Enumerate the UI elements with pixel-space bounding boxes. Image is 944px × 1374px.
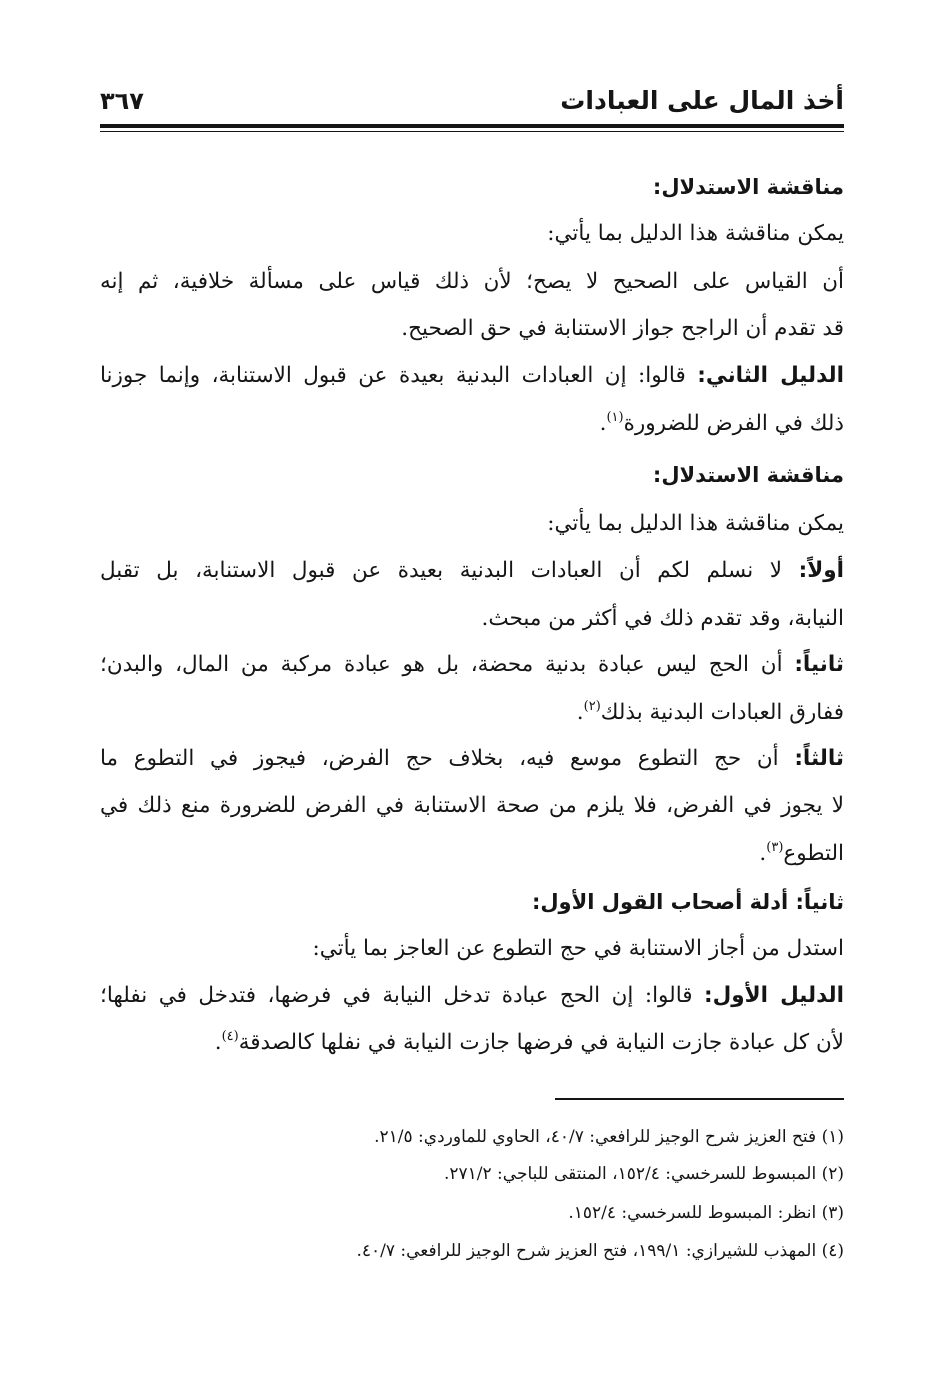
- text-run: أن حج التطوع موسع فيه، بخلاف حج الفرض، فيجوز في التطوع ما: [100, 746, 795, 771]
- text-line: قد تقدم أن الراجح جواز الاستنابة في حق الصحيح.: [401, 316, 844, 341]
- header-rule-thin: [100, 131, 844, 132]
- text-run: ذلك في الفرض للضرورة: [623, 411, 844, 436]
- text-run: قالوا: إن الحج عبادة تدخل النيابة في فرضها، فتدخل في نفلها؛: [100, 983, 704, 1008]
- footnote: (٣) انظر: المبسوط للسرخسي: ١٥٢/٤.: [568, 1203, 844, 1223]
- footnote: (٤) المهذب للشيرازي: ١٩٩/١، فتح العزيز شرح الوجيز للرافعي: ٤٠/٧.: [356, 1241, 844, 1261]
- text-line: يمكن مناقشة هذا الدليل بما يأتي:: [547, 511, 844, 536]
- text-run: أن الحج ليس عبادة بدنية محضة، بل هو عبادة مركبة من المال، والبدن؛: [100, 652, 795, 677]
- footnote-marker[interactable]: (١): [606, 410, 624, 425]
- lead-term: أولاً:: [798, 558, 844, 583]
- header-rule-thick: [100, 124, 844, 128]
- footnote-marker[interactable]: (٣): [766, 840, 784, 855]
- footnote: (٢) المبسوط للسرخسي: ١٥٢/٤، المنتقى للباجي: ٢٧١/٢.: [443, 1164, 844, 1184]
- text-line: استدل من أجاز الاستنابة في حج التطوع عن العاجز بما يأتي:: [312, 936, 844, 961]
- text-run: .: [599, 411, 607, 436]
- text-line: [215, 1027, 844, 1059]
- text-run: .: [759, 841, 767, 866]
- text-run: قالوا: إن العبادات البدنية بعيدة عن قبول الاستنابة، وإنما جوزنا: [100, 363, 698, 388]
- paragraph-second-point: [100, 649, 844, 681]
- text-line: [759, 838, 844, 870]
- paragraph-third-point: [100, 743, 844, 775]
- text-run: .: [214, 1030, 222, 1055]
- footnote-marker[interactable]: (٤): [221, 1029, 239, 1044]
- text-run: لأن كل عبادة جازت النيابة في فرضها جازت النيابة في نفلها كالصدقة: [238, 1030, 844, 1055]
- footnote-marker[interactable]: (٢): [583, 699, 601, 714]
- text-line: [600, 408, 844, 440]
- running-title: أخذ المال على العبادات: [560, 86, 844, 115]
- lead-term: الدليل الثاني:: [697, 363, 844, 388]
- text-run: .: [576, 700, 584, 725]
- paragraph-first-point: [100, 555, 844, 587]
- footnote-separator: [555, 1098, 844, 1100]
- text-line: أن القياس على الصحيح لا يصح؛ لأن ذلك قياس على مسألة خلافية، ثم إنه: [100, 269, 844, 294]
- paragraph-second-evidence: [100, 360, 844, 392]
- footnote: (١) فتح العزيز شرح الوجيز للرافعي: ٤٠/٧، الحاوي للماوردي: ٢١/٥.: [374, 1127, 844, 1147]
- section-heading-evidence: ثانياً: أدلة أصحاب القول الأول:: [531, 890, 844, 914]
- lead-term: الدليل الأول:: [703, 983, 844, 1008]
- section-heading-discussion-1: مناقشة الاستدلال:: [652, 175, 844, 199]
- section-heading-discussion-2: مناقشة الاستدلال:: [652, 463, 844, 487]
- text-line: لا يجوز في الفرض، فلا يلزم من صحة الاستنابة في الفرض للضرورة منع ذلك في: [100, 793, 844, 818]
- lead-term: ثانياً:: [794, 652, 844, 677]
- text-run: لا نسلم لكم أن العبادات البدنية بعيدة عن قبول الاستنابة، بل تقبل: [100, 558, 799, 583]
- paragraph-first-evidence: [100, 980, 844, 1012]
- text-run: ففارق العبادات البدنية بذلك: [600, 700, 844, 725]
- page-number: ٣٦٧: [100, 87, 144, 115]
- text-line: يمكن مناقشة هذا الدليل بما يأتي:: [547, 221, 844, 246]
- text-line: النيابة، وقد تقدم ذلك في أكثر من مبحث.: [481, 606, 844, 631]
- lead-term: ثالثاً:: [794, 746, 844, 771]
- text-line: [577, 697, 844, 729]
- text-run: التطوع: [783, 841, 844, 866]
